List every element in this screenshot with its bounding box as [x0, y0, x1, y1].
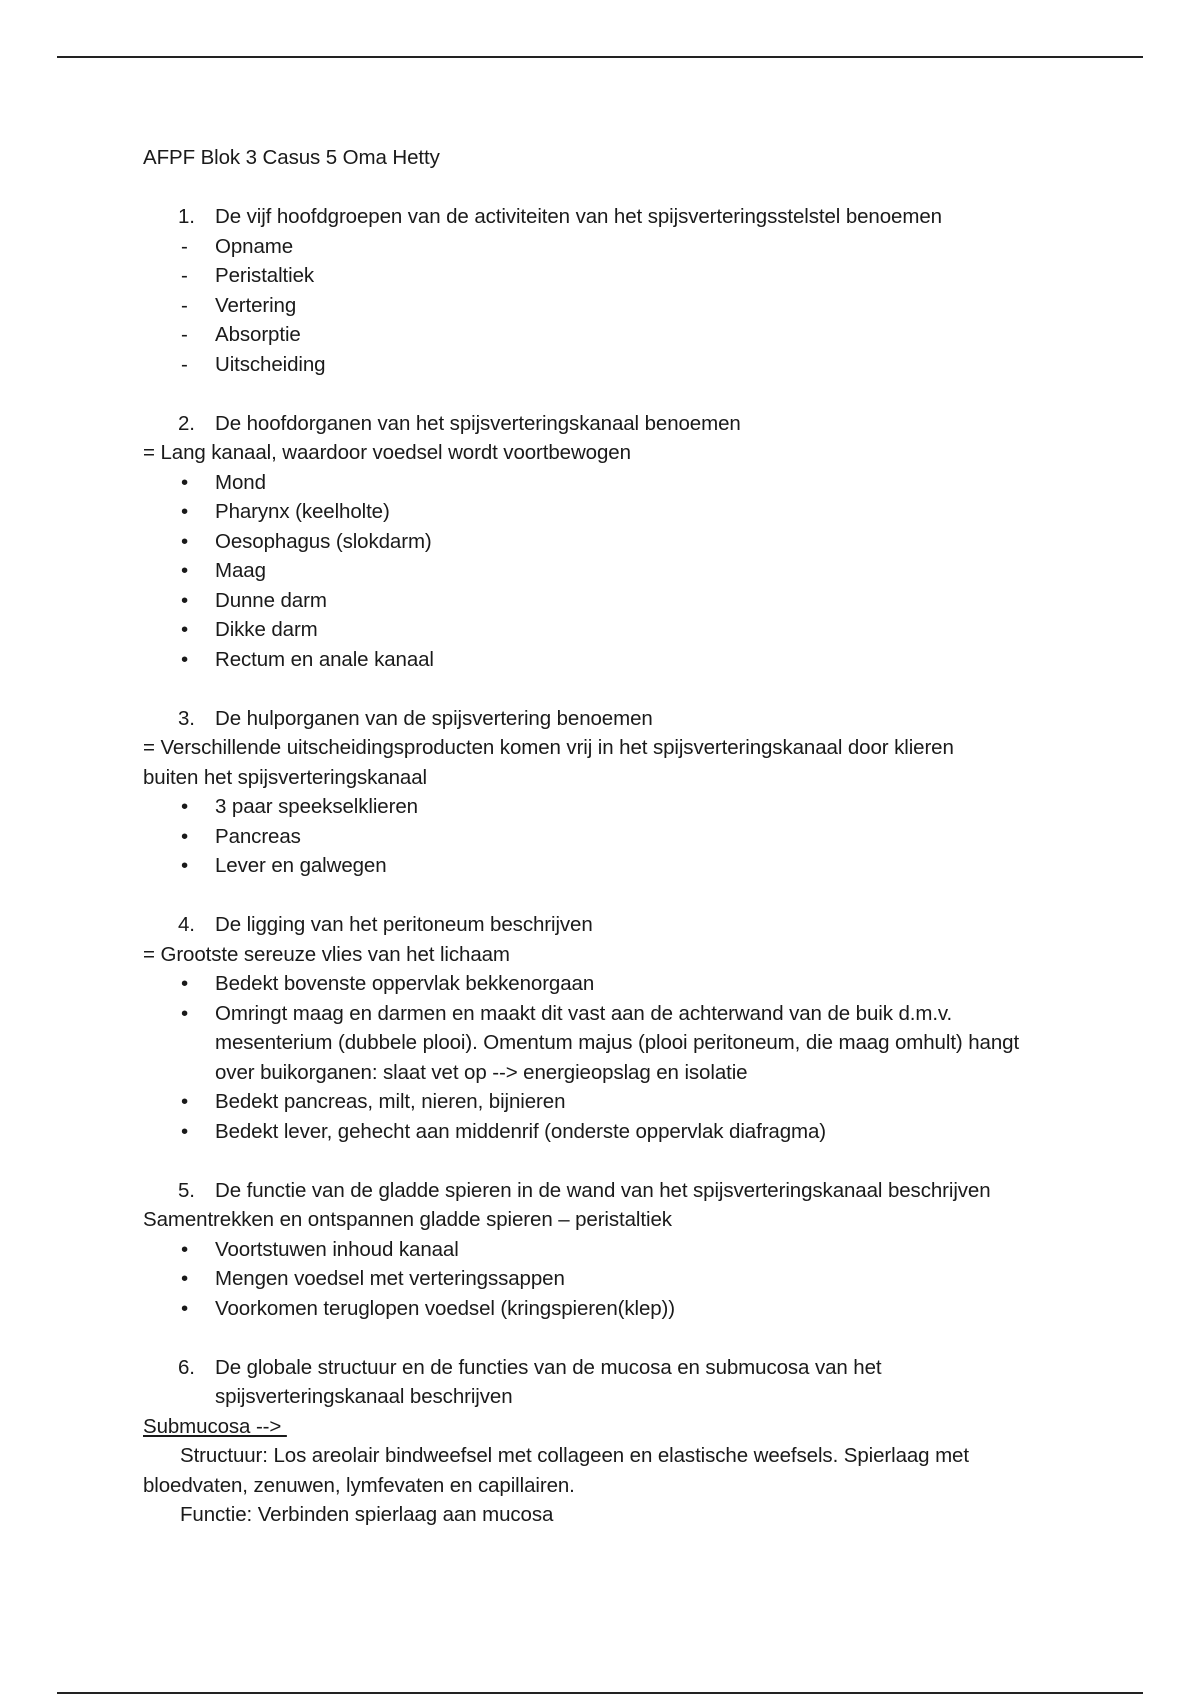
document-title: AFPF Blok 3 Casus 5 Oma Hetty — [143, 146, 440, 169]
list-item: • Pancreas — [181, 824, 301, 848]
section-note: buiten het spijsverteringskanaal — [143, 765, 427, 789]
list-item: • Mengen voedsel met verteringssappen — [181, 1267, 565, 1290]
section-2-heading: 2. De hoofdorganen van het spijsverteringskanaal benoemen — [143, 409, 1073, 439]
list-item: • Lever en galwegen — [181, 854, 387, 877]
section-number: 2. — [178, 411, 195, 435]
list-item: • Bedekt lever, gehecht aan middenrif (onderste oppervlak diafragma) — [181, 1119, 827, 1143]
section-6-heading: 6. De globale structuur en de functies van de mucosa en submucosa van het spijsverteringskanaal beschrijven — [143, 1353, 1073, 1412]
footer-rule — [57, 1692, 1143, 1694]
structure-text: Structuur: Los areolair bindweefsel met collageen en elastische weefsels. Spierlaag met — [180, 1444, 969, 1467]
section-number: 5. — [178, 1178, 195, 1202]
section-number: 6. — [178, 1355, 195, 1379]
list-item: - Vertering — [181, 293, 297, 317]
list-item: • Bedekt pancreas, milt, nieren, bijnieren — [181, 1090, 566, 1113]
function-text: Functie: Verbinden spierlaag aan mucosa — [180, 1503, 554, 1526]
list-item: - Uitscheiding — [181, 352, 326, 376]
list-item: • Dikke darm — [181, 618, 318, 641]
section-number: 4. — [178, 913, 195, 936]
list-item: - Peristaltiek — [181, 264, 315, 287]
list-item: • Mond — [181, 470, 266, 494]
list-item: • 3 paar speekselklieren — [181, 795, 418, 818]
section-number: 1. — [178, 205, 195, 228]
section-note: = Verschillende uitscheidingsproducten komen vrij in het spijsverteringskanaal door klieren — [143, 736, 954, 759]
list-item: • Pharynx (keelholte) — [181, 500, 390, 523]
list-item: • Maag — [181, 559, 266, 582]
list-item: - Absorptie — [181, 323, 301, 346]
section-note: Samentrekken en ontspannen gladde spieren – peristaltiek — [143, 1208, 672, 1231]
section-4-heading: 4. De ligging van het peritoneum beschrijven — [143, 910, 1073, 940]
section-note: = Grootste sereuze vlies van het lichaam — [143, 942, 510, 966]
section-number: 3. — [178, 706, 195, 730]
list-item: • Voorkomen teruglopen voedsel (kringspieren(klep)) — [181, 1296, 676, 1320]
list-item: • Omringt maag en darmen en maakt dit vast aan de achterwand van de buik d.m.v. mesenterium (dubbele plooi). Omentum majus (plooi peritoneum, die maag omhult) hangt over buikorganen: slaat vet op --> energieopslag en isolatie — [181, 1001, 1020, 1084]
document-body — [143, 143, 1073, 1530]
list-item: • Bedekt bovenste oppervlak bekkenorgaan — [181, 972, 595, 995]
section-5-heading: 5. De functie van de gladde spieren in de wand van het spijsverteringskanaal beschrijven — [143, 1176, 1073, 1206]
structure-text-continued: bloedvaten, zenuwen, lymfevaten en capillairen. — [143, 1473, 575, 1497]
section-3-heading: 3. De hulporganen van de spijsvertering benoemen — [143, 704, 1073, 734]
section-1-heading: 1. De vijf hoofdgroepen van de activiteiten van het spijsverteringsstelstel benoemen — [143, 202, 1073, 232]
list-item: - Opname — [181, 234, 294, 258]
section-note: = Lang kanaal, waardoor voedsel wordt voortbewogen — [143, 441, 631, 464]
submucosa-label: Submucosa --> — [143, 1414, 287, 1438]
list-item: • Oesophagus (slokdarm) — [181, 529, 432, 553]
list-item: • Dunne darm — [181, 588, 327, 612]
list-item: • Rectum en anale kanaal — [181, 647, 434, 671]
header-rule — [57, 56, 1143, 58]
list-item: • Voortstuwen inhoud kanaal — [181, 1237, 459, 1261]
